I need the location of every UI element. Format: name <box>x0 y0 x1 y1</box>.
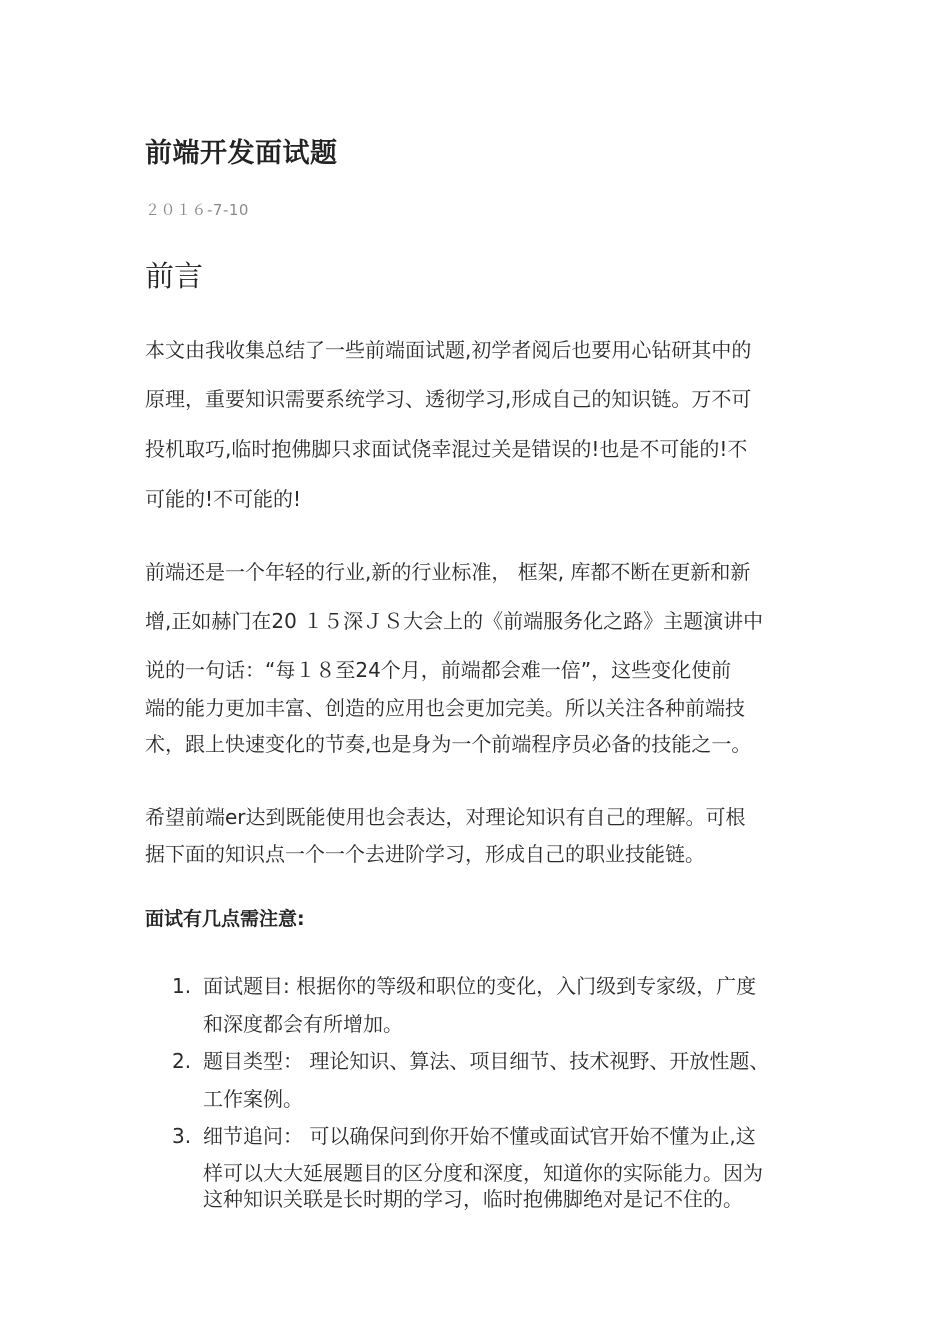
paragraph-line: 希望前端er达到既能使用也会表达，对理论知识有自己的理解。可根 <box>145 805 746 829</box>
list-item-line: 工作案例。 <box>203 1087 303 1111</box>
list-number: 1. <box>172 974 192 998</box>
paragraph-line: 可能的!不可能的! <box>145 487 302 511</box>
list-number: 2. <box>172 1049 192 1073</box>
list-item-line: 样可以大大延展题目的区分度和深度，知道你的实际能力。因为 <box>203 1161 763 1185</box>
list-item-line: 这种知识关联是长时期的学习，临时抱佛脚绝对是记不住的。 <box>203 1187 743 1211</box>
notes-heading: 面试有几点需注意: <box>145 908 305 930</box>
page-title: 前端开发面试题 <box>145 138 338 169</box>
list-item-line: 细节追问： 可以确保问到你开始不懂或面试官开始不懂为止,这 <box>203 1124 756 1148</box>
paragraph-line: 投机取巧,临时抱佛脚只求面试侥幸混过关是错误的!也是不可能的!不 <box>145 437 748 461</box>
list-item-line: 题目类型： 理论知识、算法、项目细节、技术视野、开放性题、 <box>203 1049 770 1073</box>
list-item-line: 和深度都会有所增加。 <box>203 1012 403 1036</box>
paragraph-line: 术，跟上快速变化的节奏,也是身为一个前端程序员必备的技能之一。 <box>145 732 752 756</box>
list-number: 3. <box>172 1124 192 1148</box>
paragraph-line: 本文由我收集总结了一些前端面试题,初学者阅后也要用心钻研其中的 <box>145 338 752 362</box>
paragraph-line: 端的能力更加丰富、创造的应用也会更加完美。所以关注各种前端技 <box>145 696 745 720</box>
paragraph-line: 说的一句话：“每１８至24个月，前端都会难一倍”，这些变化使前 <box>145 658 732 682</box>
publish-date: ２０１６-7-10 <box>145 201 249 219</box>
section-heading: 前言 <box>145 259 204 293</box>
paragraph-line: 前端还是一个年轻的行业,新的行业标准， 框架, 库都不断在更新和新 <box>145 560 751 584</box>
paragraph-line: 据下面的知识点一个一个去进阶学习，形成自己的职业技能链。 <box>145 842 705 866</box>
paragraph-line: 增,正如赫门在20 １５深ＪＳ大会上的《前端服务化之路》主题演讲中 <box>145 609 764 633</box>
list-item-line: 面试题目: 根据你的等级和职位的变化，入门级到专家级，广度 <box>203 974 757 998</box>
paragraph-line: 原理，重要知识需要系统学习、透彻学习,形成自己的知识链。万不可 <box>145 387 752 411</box>
